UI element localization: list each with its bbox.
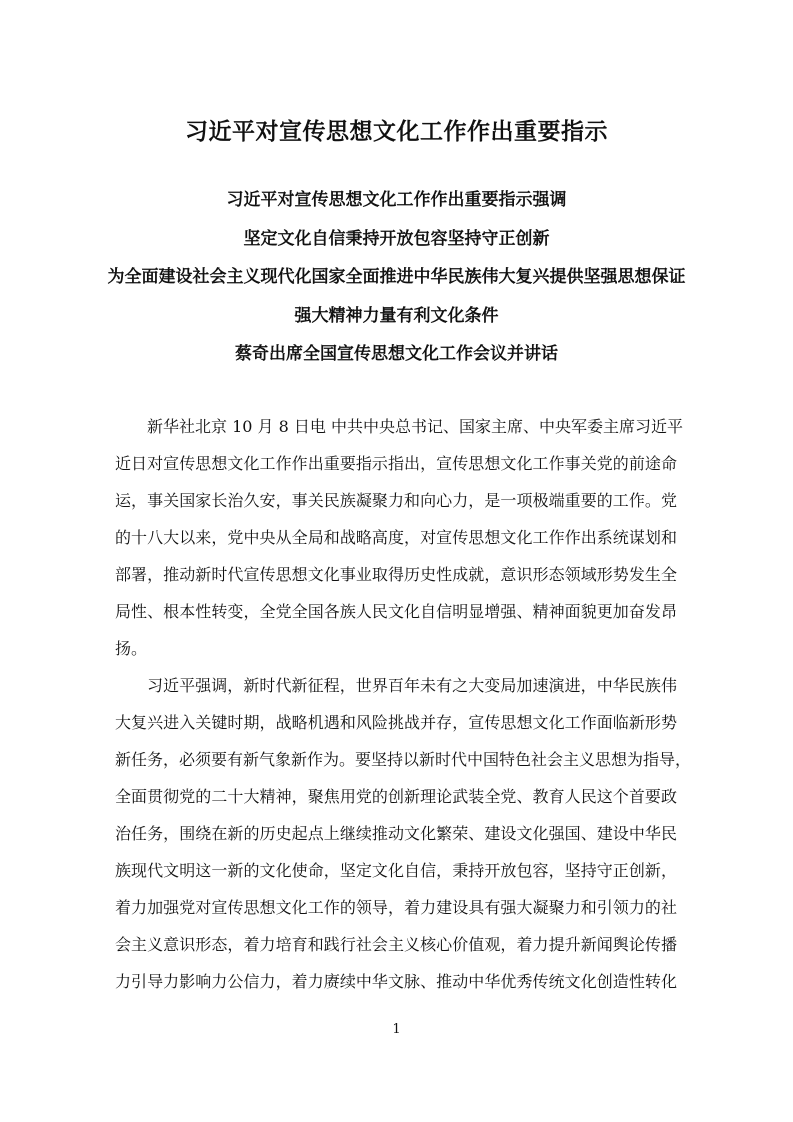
subtitle-line: 习近平对宣传思想文化工作作出重要指示强调 <box>226 190 567 210</box>
document-title: 习近平对宣传思想文化工作作出重要指示 <box>185 118 608 145</box>
paragraph-line: 运，事关国家长治久安，事关民族凝聚力和向心力，是一项极端重要的工作。党 <box>115 491 677 510</box>
paragraph-line: 族现代文明这一新的文化使命，坚定文化自信，秉持开放包容，坚持守正创新， <box>115 861 677 880</box>
subtitle-line: 强大精神力量有利文化条件 <box>294 305 499 326</box>
page-number: 1 <box>392 1022 401 1037</box>
subtitle-line: 蔡奇出席全国宣传思想文化工作会议并讲话 <box>235 344 558 364</box>
paragraph-line: 全面贯彻党的二十大精神，聚焦用党的创新理论武装全党、教育人民这个首要政 <box>115 787 677 806</box>
paragraph-line: 部署，推动新时代宣传思想文化事业取得历史性成就，意识形态领域形势发生全 <box>115 565 677 584</box>
paragraph-line: 扬。 <box>115 639 148 658</box>
paragraph-line: 治任务，围绕在新的历史起点上继续推动文化繁荣、建设文化强国、建设中华民 <box>115 824 677 843</box>
paragraph-line: 近日对宣传思想文化工作作出重要指示指出，宣传思想文化工作事关党的前途命 <box>115 454 677 473</box>
paragraph-line: 新华社北京 10 月 8 日电 中共中央总书记、国家主席、中央军委主席习近平 <box>147 417 683 436</box>
subtitle-line: 为全面建设社会主义现代化国家全面推进中华民族伟大复兴提供坚强思想保证 <box>107 267 686 287</box>
subtitle-block <box>0 186 793 379</box>
paragraph-line: 局性、根本性转变，全党全国各族人民文化自信明显增强、精神面貌更加奋发昂 <box>115 602 677 621</box>
paragraph-line: 着力加强党对宣传思想文化工作的领导，着力建设具有强大凝聚力和引领力的社 <box>115 898 677 917</box>
paragraph-1 <box>115 413 683 672</box>
paragraph-line: 新任务，必须要有新气象新作为。要坚持以新时代中国特色社会主义思想为指导， <box>115 750 692 769</box>
paragraph-line: 习近平强调，新时代新征程，世界百年未有之大变局加速演进，中华民族伟 <box>147 676 677 695</box>
paragraph-line: 大复兴进入关键时期，战略机遇和风险挑战并存，宣传思想文化工作面临新形势 <box>115 713 677 732</box>
paragraph-line: 会主义意识形态，着力培育和践行社会主义核心价值观，着力提升新闻舆论传播 <box>115 935 677 954</box>
paragraph-line: 的十八大以来，党中央从全局和战略高度，对宣传思想文化工作作出系统谋划和 <box>115 528 677 547</box>
paragraph-2 <box>115 672 692 1005</box>
article-body <box>115 413 692 1005</box>
subtitle-line: 坚定文化自信秉持开放包容坚持守正创新 <box>243 228 550 249</box>
paragraph-line: 力引导力影响力公信力，着力赓续中华文脉、推动中华优秀传统文化创造性转化 <box>115 972 677 991</box>
